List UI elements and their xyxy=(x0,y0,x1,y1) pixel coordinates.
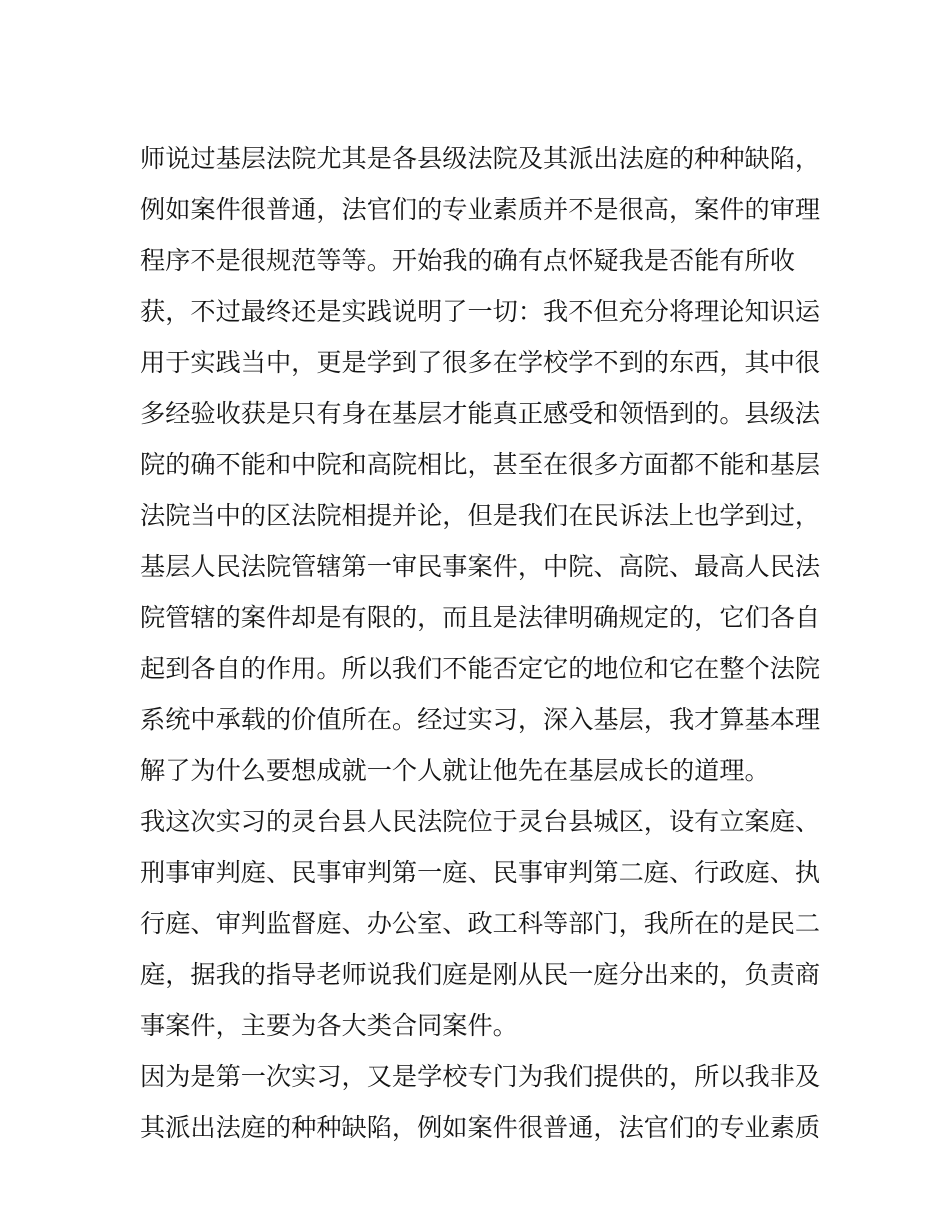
text-line: 基层人民法院管辖第一审民事案件，中院、高院、最高人民法 xyxy=(140,552,821,581)
text-line: 用于实践当中，更是学到了很多在学校学不到的东西，其中很 xyxy=(140,348,821,377)
text-line: 解了为什么要想成就一个人就让他先在基层成长的道理。 xyxy=(140,756,770,785)
text-line: 事案件，主要为各大类合同案件。 xyxy=(140,1011,518,1040)
text-line: 法院当中的区法院相提并论，但是我们在民诉法上也学到过， xyxy=(140,501,821,530)
text-line: 其派出法庭的种种缺陷，例如案件很普通，法官们的专业素质 xyxy=(140,1113,821,1142)
text-line: 师说过基层法院尤其是各县级法院及其派出法庭的种种缺陷， xyxy=(140,144,821,173)
text-line: 行庭、审判监督庭、办公室、政工科等部门，我所在的是民二 xyxy=(140,909,821,938)
body-text xyxy=(140,133,830,1153)
text-line: 系统中承载的价值所在。经过实习，深入基层，我才算基本理 xyxy=(140,705,821,734)
text-line: 我这次实习的灵台县人民法院位于灵台县城区，设有立案庭、 xyxy=(140,807,821,836)
text-line: 庭，据我的指导老师说我们庭是刚从民一庭分出来的，负责商 xyxy=(140,960,821,989)
text-line: 起到各自的作用。所以我们不能否定它的地位和它在整个法院 xyxy=(140,654,821,683)
text-line: 院管辖的案件却是有限的，而且是法律明确规定的，它们各自 xyxy=(140,603,821,632)
text-line: 因为是第一次实习，又是学校专门为我们提供的，所以我非及 xyxy=(140,1062,821,1091)
text-line: 刑事审判庭、民事审判第一庭、民事审判第二庭、行政庭、执 xyxy=(140,858,821,887)
text-line: 例如案件很普通，法官们的专业素质并不是很高，案件的审理 xyxy=(140,195,821,224)
text-line: 多经验收获是只有身在基层才能真正感受和领悟到的。县级法 xyxy=(140,399,821,428)
text-line: 获，不过最终还是实践说明了一切：我不但充分将理论知识运 xyxy=(140,297,821,326)
text-line: 程序不是很规范等等。开始我的确有点怀疑我是否能有所收 xyxy=(140,246,795,275)
text-line: 院的确不能和中院和高院相比，甚至在很多方面都不能和基层 xyxy=(140,450,821,479)
